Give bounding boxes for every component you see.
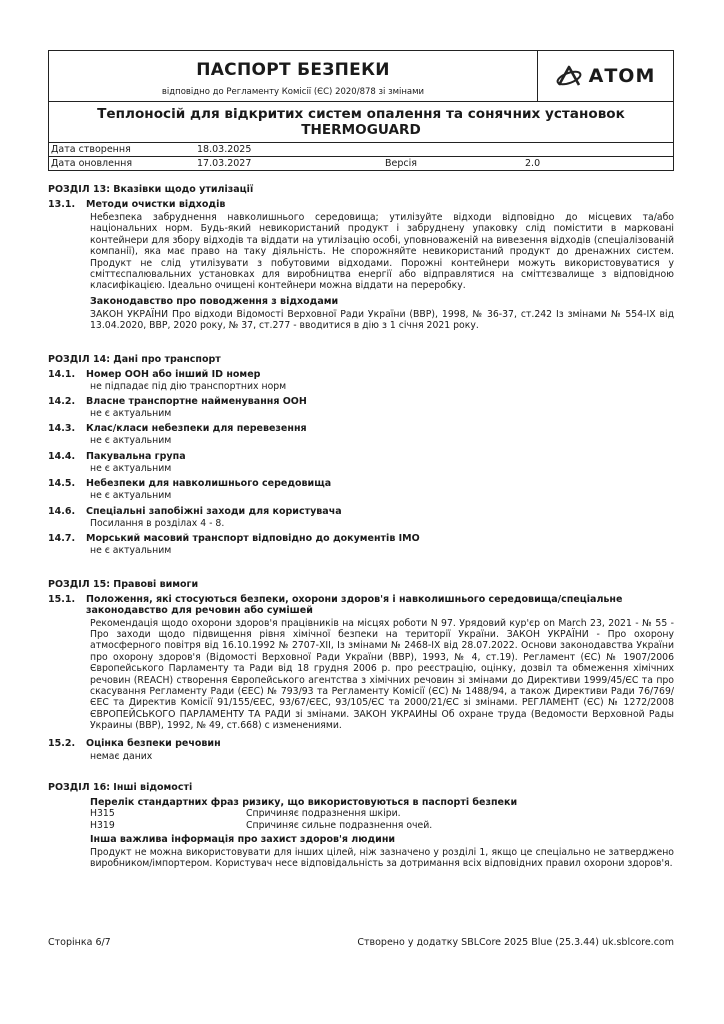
subsection-number: 13.1.: [48, 199, 76, 210]
section-15: [48, 579, 674, 762]
section-13: [48, 184, 674, 332]
subsection-number: 15.2.: [48, 737, 76, 749]
product-name-line2: THERMOGUARD: [301, 122, 421, 138]
header-title-block: [49, 51, 538, 101]
subsection-heading: [48, 199, 674, 210]
version-value: 2.0: [525, 158, 541, 169]
subsection-heading: [48, 533, 674, 544]
section-16: [48, 782, 674, 870]
subsection-value: не є актуальним: [90, 490, 172, 502]
section-title: РОЗДІЛ 16: Інші відомості: [48, 781, 193, 793]
phrase-text: Спричиняє сильне подразнення очей.: [246, 819, 433, 831]
subsection-value: не є актуальним: [90, 462, 172, 474]
generator-credit: Створено у додатку SBLCore 2025 Blue (25.3.44) uk.sblcore.com: [357, 937, 674, 948]
section-title: РОЗДІЛ 15: Правові вимоги: [48, 578, 199, 590]
subsection-title: Положення, які стосуються безпеки, охорони здоров'я і навколишнього середовища/спеціальне законодавство для речовин або сумішей: [86, 593, 623, 616]
risk-phrases-label: Перелік стандартних фраз ризику, що використовуються в паспорті безпеки: [90, 796, 518, 808]
subsection-heading: [48, 423, 674, 434]
subsection-title: Морський масовий транспорт відповідно до документів IMO: [86, 533, 420, 545]
subsection-title: Спеціальні запобіжні заходи для користувача: [86, 505, 342, 517]
subsection-number: 14.4.: [48, 450, 76, 462]
waste-law-label: Законодавство про поводження з відходами: [90, 295, 339, 307]
version-label: Версія: [385, 158, 417, 169]
health-info-text: Продукт не можна використовувати для інших цілей, ніж зазначено у розділі 1, якщо це спеціально не затверджено виробником/імпортером. Користувач несе відповідальність за дотримання всіх відповідних правил охорони здоров'я.: [90, 846, 674, 870]
subsection-heading: [48, 506, 674, 517]
section-title: РОЗДІЛ 13: Вказівки щодо утилізації: [48, 184, 254, 195]
subsection-heading: [48, 369, 674, 380]
safety-assessment-text: немає даних: [90, 750, 153, 762]
subsection-value: не є актуальним: [90, 435, 172, 447]
disposal-methods-text: Небезпека забруднення навколишнього середовища; утилізуйте відходи відповідно до місцевих та/або національних норм. Будь-який невикористаний продукт і забруднену упаковку слід помістити в марковані контейнери для збору відходів та віддати на утилізацію особі, уповноваженій на вивезення відходів (спеціалізованій компанії), яка має право на таку діяльність. Не спорожняйте невикористаний продукт до дренажних систем. Продукт не слід утилізувати з побутовими відходами. Порожні контейнери можуть використовуватися у сміттєспалювальних установках для виробництва енергії або відправлятися на сміттєзвалище з відповідною класифікацією. Ідеально очищені контейнери можна віддати на переробку.: [90, 212, 674, 292]
waste-law-text: ЗАКОН УКРАЇНИ Про відходи Відомості Верховної Ради України (ВВР), 1998, № 36-37, ст.242 Із змінами № 554-IX від 13.04.2020, ВВР, 2020 року, № 37, ст.277 - вводитися в дію з 1 січня 2021 року.: [90, 308, 674, 332]
subsection-heading: [48, 594, 674, 616]
logo-text: АТОМ: [588, 65, 656, 87]
product-name-line1: Теплоносій для відкритих систем опалення та сонячних установок: [97, 106, 625, 122]
section-title: РОЗДІЛ 14: Дані про транспорт: [48, 353, 221, 365]
company-logo: [538, 51, 673, 101]
document-meta: [49, 143, 673, 170]
subsection-number: 14.2.: [48, 396, 76, 408]
atom-logo-icon: [556, 65, 586, 87]
subsection-title: Небезпеки для навколишнього середовища: [86, 478, 332, 490]
subsection-heading: [48, 396, 674, 407]
created-value: 18.03.2025: [197, 144, 252, 155]
regulations-text: Рекомендація щодо охорони здоров'я працівників на місцях роботи N 97. Урядовий кур'єр on March 23, 2021 - № 55 - Про заходи щодо підвищення рівня хімічної безпеки на території України. ЗАКОН УКРАЇНИ - Про охорону атмосферного повітря від 16.10.1992 № 2707-XII, Із змінами № 2468-IX від 28.07.2022. Основи законодавства України про охорону здоров'я (Відомості Верховної Ради України (ВВР), 1993, № 4, ст.19). Регламент (ЄС) № 1907/2006 Європейського Парламенту та Ради від 18 грудня 2006 р. про реєстрацію, оцінку, дозвіл та обмеження хімічних речовин (REACH) створення Європейського агентства з хімічних речовин зі змінами до Директиви 1999/45/ЄС та про скасування Регламенту Ради (ЄЕС) № 793/93 та Регламенту Комісії (ЄС) № 1488/94, а також Директиви Ради 76/769/ЄЕС та Директив Комісії 91/155/ЄЕС, 93/67/ЄЕС, 93/105/ЄС та 2000/21/ЄС зі змінами. РЕГЛАМЕНТ (ЄС) № 1272/2008 ЄВРОПЕЙСЬКОГО ПАРЛАМЕНТУ ТА РАДИ зі змінами. ЗАКОН УКРАИНЫ Об охране труда (Ведомости Верховной Рады Украины (ВВР), 1992, № 49, ст.668) с изменениями.: [90, 617, 674, 732]
subsection-title: Власне транспортне найменування ООН: [86, 396, 307, 408]
page-footer: [48, 937, 674, 948]
document-title: ПАСПОРТ БЕЗПЕКИ: [196, 60, 390, 80]
risk-phrase: [90, 820, 674, 832]
health-info-label: Інша важлива інформація про захист здоров'я людини: [90, 833, 396, 845]
created-label: Дата створення: [51, 144, 131, 155]
subsection-heading: [48, 451, 674, 462]
phrase-text: Спричиняє подразнення шкіри.: [246, 807, 401, 819]
subsection-value: не є актуальним: [90, 545, 172, 557]
subsection-heading: [48, 738, 674, 749]
subsection-number: 15.1.: [48, 593, 76, 605]
document-page: [48, 50, 674, 870]
document-header: [48, 50, 674, 171]
subsection-heading: [48, 478, 674, 489]
subsection-number: 14.6.: [48, 505, 76, 517]
risk-phrase: [90, 808, 674, 820]
product-name: [49, 102, 673, 143]
updated-label: Дата оновлення: [51, 158, 133, 169]
subsection-number: 14.1.: [48, 368, 76, 380]
section-14: [48, 354, 674, 557]
subsection-value: Посилання в розділах 4 - 8.: [90, 517, 225, 529]
regulation-subtitle: відповідно до Регламенту Комісії (ЄС) 2020/878 зі змінами: [161, 87, 425, 97]
subsection-title: Номер ООН або інший ID номер: [86, 368, 261, 380]
phrase-code: H319: [90, 819, 115, 831]
subsection-title: Методи очистки відходів: [86, 199, 226, 210]
subsection-title: Оцінка безпеки речовин: [86, 737, 221, 749]
subsection-number: 14.5.: [48, 478, 76, 490]
subsection-number: 14.7.: [48, 533, 76, 545]
page-number: Сторінка 6/7: [48, 937, 111, 948]
phrase-code: H315: [90, 807, 115, 819]
subsection-number: 14.3.: [48, 423, 76, 435]
subsection-title: Клас/класи небезпеки для перевезення: [86, 423, 307, 435]
updated-value: 17.03.2027: [197, 158, 252, 169]
subsection-value: не є актуальним: [90, 408, 172, 420]
subsection-title: Пакувальна група: [86, 450, 186, 462]
subsection-value: не підпадає під дію транспортних норм: [90, 380, 287, 392]
